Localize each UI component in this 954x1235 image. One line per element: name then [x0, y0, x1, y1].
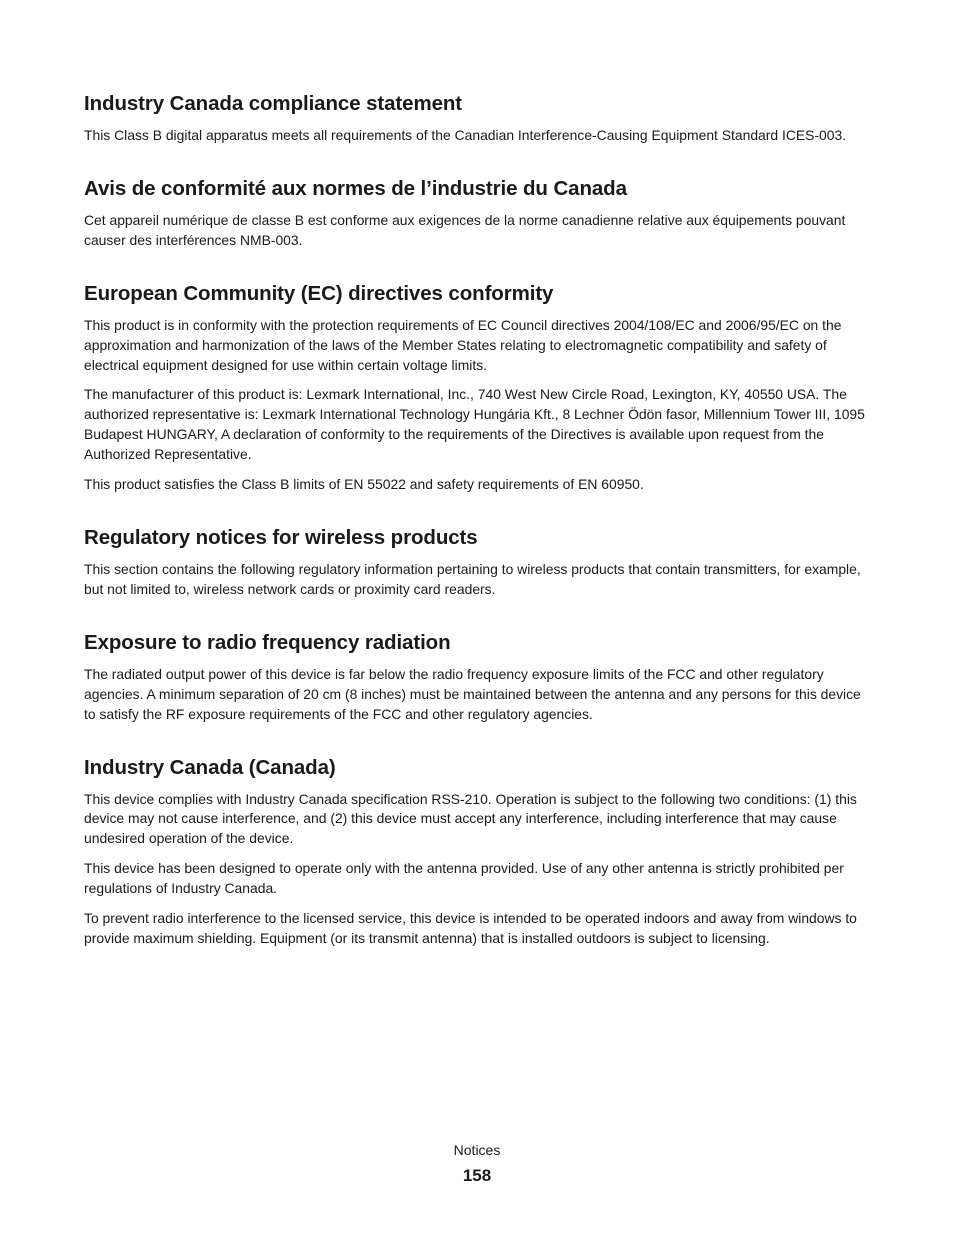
section-heading: Industry Canada compliance statement: [84, 92, 463, 115]
section-wireless-notices: [84, 524, 874, 600]
section-paragraph: This section contains the following regulatory information pertaining to wireless products that contain transmitters, for example, but not limited to, wireless network cards or proximity card readers.: [84, 560, 861, 597]
page-footer: [0, 1140, 954, 1188]
section-heading: Exposure to radio frequency radiation: [84, 630, 451, 654]
section-avis-conformite: [84, 175, 874, 251]
section-paragraph: This device complies with Industry Canada specification RSS-210. Operation is subject to the following two conditions: (1) this device may not cause interference, and (2) this device must accept any interference, including interference that may cause undesired operation of the device.: [84, 790, 857, 847]
section-heading: Avis de conformité aux normes de l’industrie du Canada: [84, 176, 627, 200]
section-ec-directives: [84, 280, 874, 495]
section-heading: European Community (EC) directives conformity: [84, 281, 554, 305]
section-paragraph: This product satisfies the Class B limits of EN 55022 and safety requirements of EN 60950.: [84, 476, 644, 493]
section-paragraph: Cet appareil numérique de classe B est conforme aux exigences de la norme canadienne relative aux équipements pouvant causer des interférences NMB-003.: [84, 211, 846, 248]
section-paragraph: This Class B digital apparatus meets all requirements of the Canadian Interference-Causing Equipment Standard ICES-003.: [84, 127, 847, 143]
section-paragraph: To prevent radio interference to the licensed service, this device is intended to be operated indoors and away from windows to provide maximum shielding. Equipment (or its transmit antenna) that is installed outdoors is subject to licensing.: [84, 910, 857, 946]
page-number: 158: [462, 1166, 492, 1185]
document-page: [84, 90, 874, 949]
section-industry-canada: [84, 754, 874, 949]
section-paragraph: The manufacturer of this product is: Lexmark International, Inc., 740 West New Circle Road, Lexington, KY, 40550 USA. The authorized representative is: Lexmark International Technology Hungária Kft., 8 Lechner Ödön fasor, Millennium Tower III, 1095 Budapest HUNGARY, A declaration of conformity to the requirements of the Directives is available upon request from the Authorized Representative.: [84, 386, 865, 463]
section-paragraph: This device has been designed to operate only with the antenna provided. Use of any other antenna is strictly prohibited per regulations of Industry Canada.: [84, 860, 844, 897]
section-rf-exposure: [84, 629, 874, 725]
section-industry-canada-compliance: [84, 90, 874, 146]
section-paragraph: The radiated output power of this device is far below the radio frequency exposure limits of the FCC and other regulatory agencies. A minimum separation of 20 cm (8 inches) must be maintained between the antenna and any persons for this device to satisfy the RF exposure requirements of the FCC and other regulatory agencies.: [84, 665, 861, 722]
section-heading: Regulatory notices for wireless products: [84, 525, 478, 549]
section-paragraph: This product is in conformity with the protection requirements of EC Council directives 2004/108/EC and 2006/95/EC on the approximation and harmonization of the laws of the Member States relating to electromagnetic compatibility and safety of electrical equipment designed for use within certain voltage limits.: [84, 316, 842, 373]
footer-section-label: Notices: [453, 1142, 501, 1158]
section-heading: Industry Canada (Canada): [84, 755, 336, 779]
